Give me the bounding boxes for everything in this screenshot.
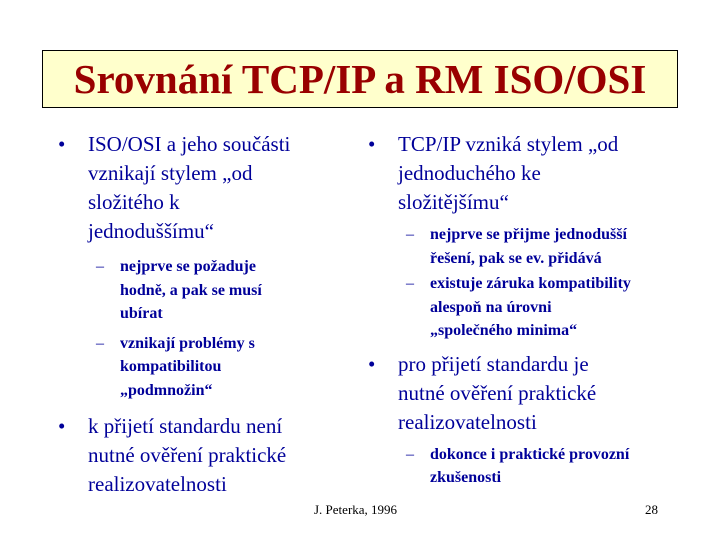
left-bullet-2-line: nutné ověření praktické — [88, 443, 287, 467]
right-bullet-1-line: složitějšímu“ — [398, 190, 509, 214]
left-bullet-2-line: realizovatelnosti — [88, 472, 227, 496]
dash-mark: – — [406, 445, 414, 463]
dash-mark: – — [406, 275, 414, 292]
right-sub-2-line: existuje záruka kompatibility — [430, 275, 631, 292]
left-bullet-2 — [58, 412, 348, 499]
right-sub-3-line: dokonce i praktické provozní — [430, 445, 630, 463]
left-bullet-2-line: k přijetí standardu není — [88, 414, 283, 438]
right-bullet-2-line: nutné ověření praktické — [398, 380, 597, 405]
right-bullet-1-line: TCP/IP vzniká stylem „od — [398, 132, 619, 156]
right-sub-2-line: „společného minima“ — [430, 322, 578, 339]
slide-title: Srovnání TCP/IP a RM ISO/OSI — [73, 56, 647, 102]
footer-page-number: 28 — [645, 502, 658, 517]
footer-author: J. Peterka, 1996 — [314, 502, 398, 517]
left-bullet-1 — [58, 130, 348, 246]
left-sub-1 — [96, 255, 348, 326]
left-sub-1-line: ubírat — [120, 305, 163, 322]
right-sub-1-line: řešení, pak se ev. přidává — [430, 249, 602, 267]
bullet-mark: • — [58, 414, 66, 438]
left-sub-1-line: hodně, a pak se musí — [120, 281, 262, 299]
bullet-mark: • — [58, 132, 66, 156]
left-bullet-1-line: jednoduššímu“ — [88, 219, 214, 243]
left-bullet-1-line: vznikají stylem „od — [88, 161, 253, 185]
bullet-mark: • — [368, 351, 376, 376]
left-sub-1-line: nejprve se požaduje — [120, 258, 256, 275]
title-box — [42, 50, 678, 108]
right-bullet-2 — [368, 350, 698, 437]
right-sub-2-line: alespoň na úrovni — [430, 298, 552, 316]
dash-mark: – — [96, 258, 104, 275]
right-sub-1 — [406, 223, 698, 270]
right-sub-3 — [406, 443, 698, 490]
dash-mark: – — [406, 226, 414, 243]
left-sub-2-line: vznikají problémy s — [120, 334, 255, 352]
left-sub-2 — [96, 332, 348, 403]
right-bullet-1 — [368, 130, 698, 217]
right-bullet-2-line: realizovatelnosti — [398, 409, 537, 434]
right-bullet-2-line: pro přijetí standardu je — [398, 351, 589, 376]
dash-mark: – — [96, 334, 104, 352]
bullet-mark: • — [368, 132, 376, 156]
left-bullet-1-line: ISO/OSI a jeho součásti — [88, 132, 291, 156]
left-sub-2-line: kompatibilitou — [120, 358, 222, 375]
right-sub-1-line: nejprve se přijme jednodušší — [430, 226, 627, 243]
left-column — [58, 130, 348, 499]
right-sub-2 — [406, 272, 698, 343]
left-bullet-1-line: složitého k — [88, 190, 180, 214]
right-sub-3-line: zkušenosti — [430, 469, 502, 486]
right-bullet-1-line: jednoduchého ke — [398, 161, 541, 185]
left-sub-2-line: „podmnožin“ — [120, 381, 213, 399]
right-column — [368, 130, 698, 490]
